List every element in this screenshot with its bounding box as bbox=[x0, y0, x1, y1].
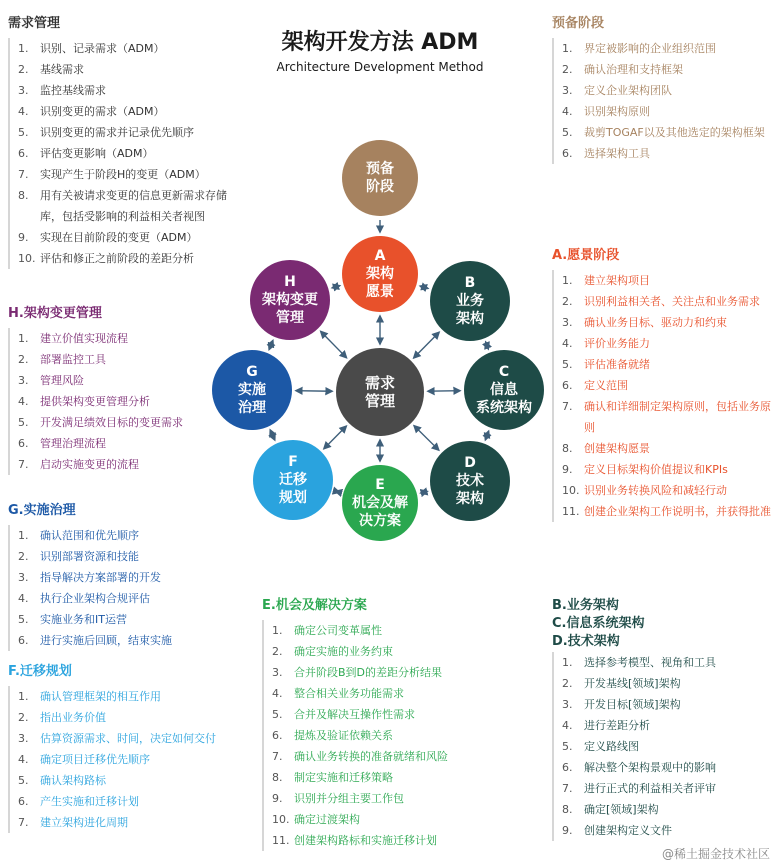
step-text: 创建架构愿景 bbox=[584, 442, 650, 455]
arrow-d-e bbox=[421, 491, 427, 493]
node-label: 决方案 bbox=[359, 513, 401, 529]
step-text: 评估变更影响（ADM） bbox=[40, 147, 154, 160]
node-label: 管理 bbox=[276, 310, 304, 326]
node-label: 管理 bbox=[364, 392, 395, 410]
step-text: 识别部署资源和技能 bbox=[40, 550, 139, 563]
step-text: 进行差距分析 bbox=[584, 719, 650, 732]
step-number: 9. bbox=[18, 231, 29, 244]
step-text: 定义范围 bbox=[584, 379, 628, 392]
node-label: 架构 bbox=[456, 311, 484, 327]
node-prelim bbox=[342, 140, 418, 216]
step-number: 8. bbox=[272, 771, 283, 784]
step-number: 2. bbox=[562, 295, 573, 308]
arrow-center-f bbox=[324, 426, 346, 449]
step-number: 5. bbox=[18, 126, 29, 139]
step-number: 7. bbox=[272, 750, 283, 763]
step-text: 识别利益相关者、关注点和业务需求 bbox=[584, 295, 760, 308]
node-h bbox=[250, 260, 330, 340]
step-number: 11. bbox=[272, 834, 290, 847]
step-number: 5. bbox=[562, 358, 573, 371]
node-e bbox=[342, 465, 418, 541]
step-text: 建立价值实现流程 bbox=[40, 332, 128, 345]
step-text: 确认架构路标 bbox=[40, 774, 106, 787]
panel-title: A.愿景阶段 bbox=[552, 248, 620, 263]
step-number: 1. bbox=[18, 42, 29, 55]
arrow-center-d bbox=[414, 426, 439, 450]
panel-title: C.信息系统架构 bbox=[552, 616, 645, 631]
step-number: 7. bbox=[562, 400, 573, 413]
step-text: 估算资源需求、时间，决定如何交付 bbox=[40, 732, 216, 745]
page-subtitle: Architecture Development Method bbox=[276, 60, 484, 74]
node-label: 架构变更 bbox=[262, 292, 318, 308]
step-number: 7. bbox=[18, 458, 29, 471]
step-text: 实现在目前阶段的变更（ADM） bbox=[40, 231, 198, 244]
step-text: 建立架构进化周期 bbox=[40, 816, 128, 829]
panel-title: 预备阶段 bbox=[552, 16, 605, 31]
step-number: 7. bbox=[562, 782, 573, 795]
step-number: 2. bbox=[18, 353, 29, 366]
node-label: H bbox=[284, 274, 296, 290]
step-text: 评价业务能力 bbox=[584, 337, 650, 350]
node-g bbox=[212, 350, 292, 430]
step-number: 4. bbox=[562, 105, 573, 118]
step-text: 定义目标架构价值提议和KPIs bbox=[584, 463, 728, 476]
node-label: 愿景 bbox=[366, 284, 394, 300]
node-label: 技术 bbox=[456, 473, 484, 489]
step-number: 2. bbox=[562, 677, 573, 690]
step-number: 4. bbox=[272, 687, 283, 700]
step-number: 9. bbox=[272, 792, 283, 805]
step-number: 4. bbox=[18, 395, 29, 408]
step-text: 合并阶段B到D的差距分析结果 bbox=[294, 666, 443, 679]
panel-title: E.机会及解决方案 bbox=[262, 598, 367, 613]
step-number: 5. bbox=[562, 740, 573, 753]
step-text: 确认治理和支持框架 bbox=[584, 63, 683, 76]
step-text: 制定实施和迁移策略 bbox=[294, 771, 393, 784]
step-text: 创建企业架构工作说明书，并获得批准 bbox=[584, 505, 771, 518]
step-text: 创建架构路标和实施迁移计划 bbox=[294, 834, 437, 847]
step-number: 1. bbox=[562, 656, 573, 669]
step-text: 管理风险 bbox=[40, 374, 84, 387]
node-label: 迁移 bbox=[279, 472, 307, 488]
step-number: 10. bbox=[272, 813, 290, 826]
node-label: 预备 bbox=[366, 161, 394, 177]
step-text: 确认业务转换的准备就绪和风险 bbox=[294, 750, 448, 763]
node-center bbox=[336, 348, 424, 436]
step-number: 3. bbox=[272, 666, 283, 679]
step-number: 4. bbox=[18, 592, 29, 605]
step-text: 确定实施的业务约束 bbox=[294, 645, 393, 658]
step-number: 6. bbox=[18, 437, 29, 450]
step-text: 指出业务价值 bbox=[40, 711, 106, 724]
node-label: C bbox=[498, 364, 510, 380]
node-label: 业务 bbox=[456, 293, 484, 309]
arrow-f-g bbox=[270, 430, 275, 440]
step-number: 3. bbox=[562, 698, 573, 711]
step-text: 确认业务目标、驱动力和约束 bbox=[584, 316, 727, 329]
node-f bbox=[253, 440, 333, 520]
step-text: 创建架构定义文件 bbox=[584, 824, 672, 837]
node-label: 规划 bbox=[279, 490, 307, 506]
node-c bbox=[464, 350, 544, 430]
arrow-center-g bbox=[296, 391, 332, 392]
step-number: 1. bbox=[562, 274, 573, 287]
arrow-center-h bbox=[321, 331, 347, 357]
step-number: 1. bbox=[18, 332, 29, 345]
step-text: 启动实施变更的流程 bbox=[40, 458, 139, 471]
node-label: 架构 bbox=[456, 491, 484, 507]
step-number: 7. bbox=[18, 168, 29, 181]
step-number: 2. bbox=[18, 550, 29, 563]
watermark: @稀土掘金技术社区 bbox=[661, 847, 770, 861]
step-text: 评估准备就绪 bbox=[584, 358, 650, 371]
step-number: 2. bbox=[562, 63, 573, 76]
panel-title: H.架构变更管理 bbox=[8, 306, 102, 321]
step-text: 提炼及验证依赖关系 bbox=[294, 729, 393, 742]
step-number: 8. bbox=[18, 189, 29, 202]
node-label: 信息 bbox=[490, 382, 518, 398]
step-number: 5. bbox=[272, 708, 283, 721]
step-text: 产生实施和迁移计划 bbox=[40, 795, 139, 808]
panel-title: D.技术架构 bbox=[552, 634, 620, 649]
arrow-a-b bbox=[420, 286, 428, 288]
arrow-b-c bbox=[486, 342, 489, 349]
step-text: 部署监控工具 bbox=[40, 353, 106, 366]
step-number: 5. bbox=[18, 613, 29, 626]
node-label: 阶段 bbox=[366, 179, 394, 195]
step-text: 进行正式的利益相关者评审 bbox=[584, 782, 716, 795]
step-number: 5. bbox=[562, 126, 573, 139]
step-number: 6. bbox=[562, 147, 573, 160]
step-text: 开发满足绩效目标的变更需求 bbox=[40, 416, 183, 429]
step-number: 3. bbox=[562, 84, 573, 97]
node-a bbox=[342, 236, 418, 312]
node-b bbox=[430, 261, 510, 341]
page-title: 架构开发方法 ADM bbox=[281, 30, 479, 55]
node-label: E bbox=[375, 477, 385, 493]
arrow-center-c bbox=[428, 391, 460, 392]
step-number: 3. bbox=[18, 571, 29, 584]
node-label: A bbox=[374, 248, 386, 264]
step-number: 3. bbox=[18, 374, 29, 387]
node-label: 系统架构 bbox=[476, 400, 532, 416]
node-label: B bbox=[464, 275, 476, 291]
step-number: 8. bbox=[562, 803, 573, 816]
step-text: 选择架构工具 bbox=[584, 147, 650, 160]
step-number: 3. bbox=[18, 84, 29, 97]
step-number: 1. bbox=[562, 42, 573, 55]
step-text: 确定[领域]架构 bbox=[584, 803, 659, 816]
step-number: 2. bbox=[272, 645, 283, 658]
step-number: 5. bbox=[18, 416, 29, 429]
step-number: 6. bbox=[18, 795, 29, 808]
step-number: 4. bbox=[562, 719, 573, 732]
step-text: 管理治理流程 bbox=[40, 437, 106, 450]
step-number: 2. bbox=[18, 711, 29, 724]
step-text: 确定过渡架构 bbox=[294, 813, 360, 826]
step-number: 1. bbox=[18, 529, 29, 542]
step-text: 整合相关业务功能需求 bbox=[294, 687, 404, 700]
step-text: 提供架构变更管理分析 bbox=[40, 395, 150, 408]
node-label: 实施 bbox=[238, 382, 266, 398]
step-text: 执行企业架构合规评估 bbox=[40, 592, 150, 605]
step-text: 识别架构原则 bbox=[584, 105, 650, 118]
arrow-g-h bbox=[269, 341, 273, 350]
step-number: 1. bbox=[272, 624, 283, 637]
step-text: 识别变更的需求（ADM） bbox=[40, 105, 165, 118]
node-label: G bbox=[246, 364, 258, 380]
step-text: 定义路线图 bbox=[584, 740, 639, 753]
step-number: 3. bbox=[18, 732, 29, 745]
step-number: 6. bbox=[562, 379, 573, 392]
step-text: 确认范围和优先顺序 bbox=[40, 529, 139, 542]
node-label: 需求 bbox=[364, 374, 395, 392]
step-text: 识别、记录需求（ADM） bbox=[40, 42, 165, 55]
step-text: 进行实施后回顾，结束实施 bbox=[40, 634, 172, 647]
arrow-c-d bbox=[485, 431, 488, 440]
step-text: 实现产生于阶段H的变更（ADM） bbox=[40, 168, 206, 181]
step-number: 6. bbox=[562, 761, 573, 774]
panel-title: F.迁移规划 bbox=[8, 664, 72, 679]
step-text: 识别业务转换风险和减轻行动 bbox=[584, 484, 727, 497]
node-label: 机会及解 bbox=[352, 495, 408, 511]
step-text: 确定项目迁移优先顺序 bbox=[40, 753, 150, 766]
step-text: 实施业务和IT运营 bbox=[40, 613, 127, 626]
panel-title: B.业务架构 bbox=[552, 598, 619, 613]
arrow-center-b bbox=[414, 332, 439, 358]
step-number: 1. bbox=[18, 690, 29, 703]
node-label: F bbox=[288, 454, 298, 470]
step-text: 解决整个架构景观中的影响 bbox=[584, 761, 716, 774]
step-text: 确认和详细制定架构原则，包括业务原则 bbox=[584, 400, 771, 434]
step-number: 4. bbox=[18, 105, 29, 118]
panel-title: 需求管理 bbox=[8, 16, 61, 31]
node-label: 治理 bbox=[238, 400, 266, 416]
step-number: 11. bbox=[562, 505, 580, 518]
arrow-e-f bbox=[336, 491, 340, 492]
step-number: 4. bbox=[562, 337, 573, 350]
node-d bbox=[430, 441, 510, 521]
step-number: 4. bbox=[18, 753, 29, 766]
step-text: 指导解决方案部署的开发 bbox=[40, 571, 161, 584]
step-text: 合并及解决互操作性需求 bbox=[294, 708, 415, 721]
step-text: 定义企业架构团队 bbox=[584, 84, 672, 97]
step-number: 10. bbox=[18, 252, 36, 265]
arrow-h-a bbox=[332, 286, 339, 288]
step-number: 2. bbox=[18, 63, 29, 76]
step-text: 开发基线[领域]架构 bbox=[584, 677, 681, 690]
step-number: 5. bbox=[18, 774, 29, 787]
step-text: 界定被影响的企业组织范围 bbox=[584, 42, 716, 55]
step-text: 选择参考模型、视角和工具 bbox=[584, 656, 716, 669]
step-text: 建立架构项目 bbox=[584, 274, 650, 287]
step-text: 裁剪TOGAF以及其他选定的架构框架 bbox=[584, 126, 765, 139]
step-number: 3. bbox=[562, 316, 573, 329]
step-text: 确定公司变革属性 bbox=[294, 624, 382, 637]
step-number: 10. bbox=[562, 484, 580, 497]
step-number: 6. bbox=[272, 729, 283, 742]
step-text: 监控基线需求 bbox=[40, 84, 106, 97]
step-number: 9. bbox=[562, 463, 573, 476]
step-number: 8. bbox=[562, 442, 573, 455]
panel-title: G.实施治理 bbox=[8, 503, 76, 518]
step-number: 7. bbox=[18, 816, 29, 829]
node-label: 架构 bbox=[366, 266, 394, 282]
step-text: 确认管理框架的相互作用 bbox=[40, 690, 161, 703]
step-number: 6. bbox=[18, 147, 29, 160]
step-text: 评估和修正之前阶段的差距分析 bbox=[40, 252, 194, 265]
step-text: 开发目标[领域]架构 bbox=[584, 698, 681, 711]
node-label: D bbox=[464, 455, 476, 471]
step-text: 识别并分组主要工作包 bbox=[294, 792, 404, 805]
step-text: 用有关被请求变更的信息更新需求存储库，包括受影响的利益相关者视图 bbox=[40, 189, 227, 223]
step-number: 9. bbox=[562, 824, 573, 837]
step-number: 6. bbox=[18, 634, 29, 647]
step-text: 基线需求 bbox=[40, 63, 84, 76]
step-text: 识别变更的需求并记录优先顺序 bbox=[40, 126, 194, 139]
